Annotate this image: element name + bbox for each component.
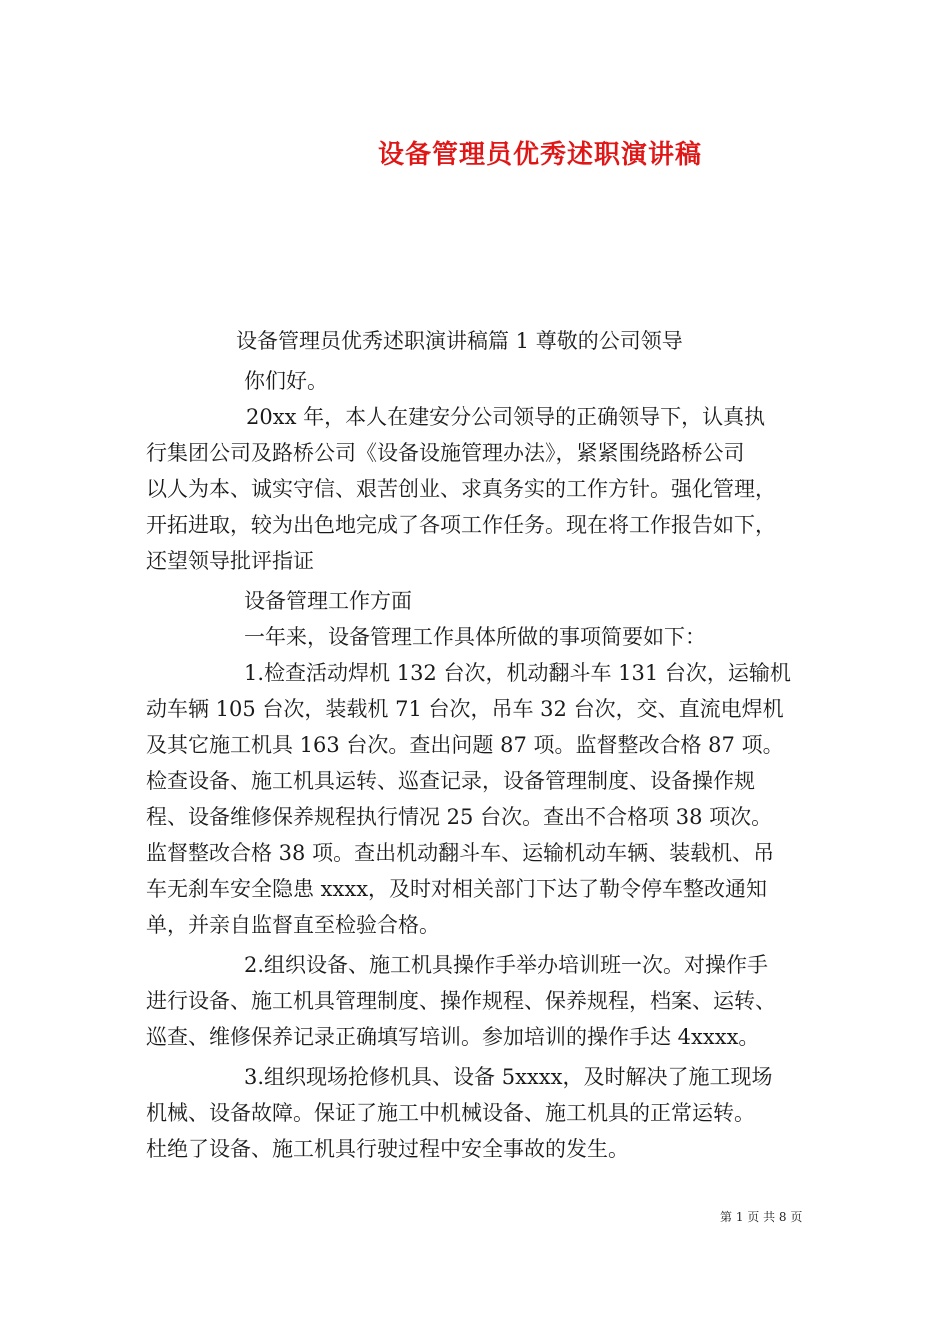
paragraph-line: 1.检查活动焊机 132 台次，机动翻斗车 131 台次，运输机: [244, 661, 791, 685]
paragraph-line: 杜绝了设备、施工机具行驶过程中安全事故的发生。: [146, 1137, 629, 1161]
document-title: 设备管理员优秀述职演讲稿: [377, 140, 702, 170]
paragraph-line: 以人为本、诚实守信、艰苦创业、求真务实的工作方针。强化管理，: [146, 477, 776, 501]
paragraph-line: 行集团公司及路桥公司《设备设施管理办法》，紧紧围绕路桥公司: [146, 441, 745, 465]
paragraph-line: 车无刹车安全隐患 xxxx，及时对相关部门下达了勒令停车整改通知: [146, 877, 768, 901]
paragraph-line: 一年来，设备管理工作具体所做的事项简要如下：: [244, 625, 706, 649]
paragraph-line: 2.组织设备、施工机具操作手举办培训班一次。对操作手: [244, 953, 769, 977]
paragraph-line: 20xx 年，本人在建安分公司领导的正确领导下，认真执: [246, 405, 766, 429]
section-heading: 设备管理工作方面: [244, 589, 412, 613]
paragraph-line: 你们好。: [244, 369, 328, 393]
paragraph-line: 3.组织现场抢修机具、设备 5xxxx，及时解决了施工现场: [244, 1065, 773, 1089]
page-number-footer: 第 1 页 共 8 页: [720, 1210, 803, 1224]
paragraph-line: 进行设备、施工机具管理制度、操作规程、保养规程，档案、运转、: [146, 989, 776, 1013]
paragraph-line: 还望领导批评指证: [146, 549, 314, 573]
paragraph-line: 设备管理员优秀述职演讲稿篇 1 尊敬的公司领导: [236, 329, 683, 353]
paragraph-line: 开拓进取，较为出色地完成了各项工作任务。现在将工作报告如下，: [146, 513, 776, 537]
paragraph-line: 单，并亲自监督直至检验合格。: [146, 913, 440, 937]
paragraph-line: 检查设备、施工机具运转、巡查记录，设备管理制度、设备操作规: [146, 769, 755, 793]
paragraph-line: 及其它施工机具 163 台次。查出问题 87 项。监督整改合格 87 项。: [146, 733, 784, 757]
paragraph-line: 动车辆 105 台次，装载机 71 台次，吊车 32 台次，交、直流电焊机: [146, 697, 784, 721]
paragraph-line: 监督整改合格 38 项。查出机动翻斗车、运输机动车辆、装载机、吊: [146, 841, 775, 865]
paragraph-line: 巡查、维修保养记录正确填写培训。参加培训的操作手达 4xxxx。: [146, 1025, 760, 1049]
paragraph-line: 程、设备维修保养规程执行情况 25 台次。查出不合格项 38 项次。: [146, 805, 773, 829]
paragraph-line: 机械、设备故障。保证了施工中机械设备、施工机具的正常运转。: [146, 1101, 755, 1125]
